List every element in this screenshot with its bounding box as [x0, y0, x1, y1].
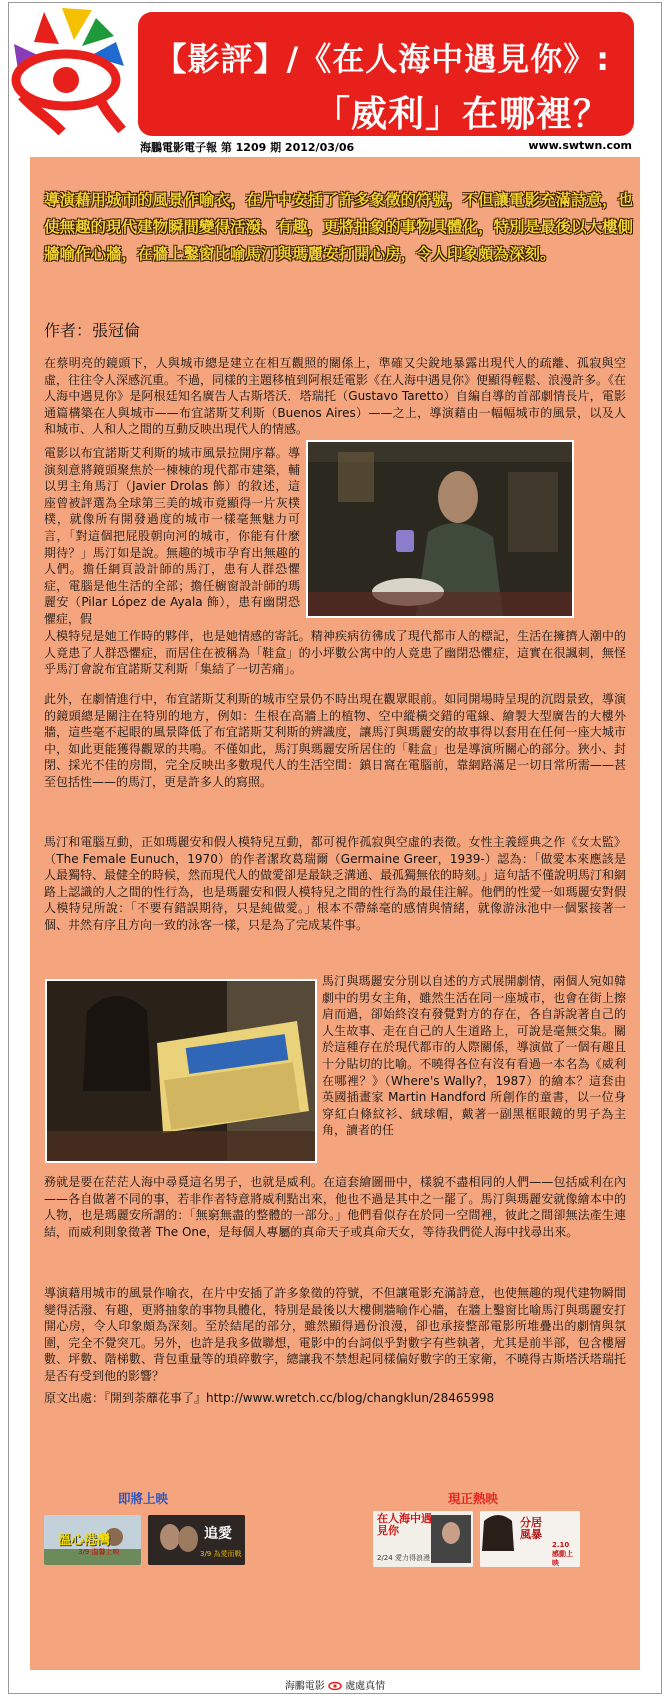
paragraph-5a: 馬汀與瑪麗安分別以自述的方式展開劇情，兩個人宛如韓劇中的男女主角，雖然生活在同一座城市，也會在街上擦肩而過，卻始終沒有發覺對方的存在，各自訴說著自己的人生故事、走在自己的人生道路上，可說是毫無交集。關於這種存在於現代都市的人際關係，導演做了一個有趣且十分貼切的比喻。不曉得各位有沒有看過一本名為《威利在哪裡？》（Where's Wally?，1987）的繪本？這套由英國插畫家 Martin Handford 所創作的童書，以一位身穿紅白條紋衫、絨球帽，戴著一副黑框眼鏡的男子為主角，讀者的任 — [322, 974, 626, 1138]
footer-brand-name: 海鵬電影 — [284, 1681, 325, 1692]
article-panel — [30, 157, 640, 1670]
now-showing-movie-1[interactable] — [373, 1511, 473, 1567]
now-showing-movie-2-date: 2.10 感動上映 — [552, 1541, 573, 1567]
paragraph-4: 馬汀和電腦互動，正如瑪麗安和假人模特兒互動，都可視作孤寂與空虛的表徵。女性主義經典之作《女太監》（The Female Eunuch，1970）的作者潔玫葛瑞爾（Germaine Greer，1939-）認為：「做愛本來應該是人最獨特、最健全的時候，然而現代人的做愛卻是最缺乏溝通、最孤獨無依的時刻。」這句話不僅說明馬汀和網路上認識的人之間的性行為，也是瑪麗安和假人模特兒之間的性行為的最佳注解。他們的性愛一如瑪麗安對假人模特兒所說：「不要有錯誤期待，只是純做愛。」根本不帶絲毫的感情與情緒，就像游泳池中一個緊接著一個、井然有序且方向一致的泳客一樣，只是為了完成某件事。 — [44, 835, 627, 932]
paragraph-2b: 人模特兒是她工作時的夥伴，也是她情感的寄託。精神疾病彷彿成了現代都市人的標記，生活在擁擠人潮中的人竟患了人群恐懼症，而居住在被稱為「鞋盒」的小坪數公寓中的人竟患了幽閉恐懼症，這實在很諷刺，無怪乎馬汀會說布宜諾斯艾利斯「集結了一切苦痛」。 — [44, 629, 626, 677]
film-still-martin-image — [308, 442, 572, 616]
issue-info: 海鵬電影電子報 第 1209 期 2012/03/06 — [140, 141, 355, 154]
author-byline: 作者：張冠倫 — [44, 321, 141, 340]
paragraph-5b: 務就是要在茫茫人海中尋覓這名男子，也就是威利。在這套繪圖冊中，樣貌不盡相同的人們——包括威利在內——各自做著不同的事，若非作者特意將威利點出來，他也不過是其中之一罷了。馬汀與瑪麗安就像繪本中的人物，也是瑪麗安所謂的：「無窮無盡的整體的一部分。」他們看似存在於同一空間裡，彼此之間卻無法產生連結，而威利則象徵著 The One，是每個人專屬的真命天子或真命天女，等待我們從人海中找尋出來。 — [44, 1175, 626, 1239]
upcoming-movie-2[interactable] — [148, 1515, 245, 1565]
now-showing-movie-2-title: 分居風暴 — [520, 1516, 542, 1541]
upcoming-movie-1[interactable] — [44, 1515, 141, 1565]
swtwn-logo-icon — [4, 0, 134, 135]
paragraph-6: 導演藉用城市的風景作喻衣，在片中安插了許多象徵的符號，不但讓電影充滿詩意，也使無趣的現代建物瞬間變得活潑、有趣，更將抽象的事物具體化，特別是最後以大樓側牆喻作心牆，在牆上鑿窗比喻馬汀與瑪麗安打開心房，令人印象頗為深刻。至於結尾的部分，雖然顯得過份浪漫，卻也承接整部電影所堆疊出的劇情與氛圍，完全不覺突兀。另外，也許是我多做聯想，電影中的台詞似乎對數字有些執著，尤其是前半部，包含樓層數、坪數、階梯數、背包重量等的瑣碎數字，總讓我不禁想起同樣偏好數字的王家衛，不曉得古斯塔沃塔瑞托是否有受到他的影響？ — [44, 1286, 626, 1383]
upcoming-movie-1-title: 溫心港灣 — [58, 1533, 111, 1548]
article-title-line2: 「威利」在哪裡？ — [313, 94, 610, 135]
now-showing-label: 現正熱映 — [448, 1491, 499, 1506]
title-banner — [138, 12, 634, 136]
upcoming-movie-2-date: 3/9 為愛而戰 — [200, 1550, 242, 1558]
paragraph-2a: 電影以布宜諾斯艾利斯的城市風景拉開序幕。導演刻意將鏡頭聚焦於一棟棟的現代都市建築，輔以男主角馬汀（Javier Drolas 飾）的敘述，這座曾被評選為全球第三美的城市竟顯得一片灰樸樸，就像所有開發過度的城市一樣毫無魅力可言，「對這個把屁股朝向河的城市，你能有什麼期待？」馬汀如是說。無趣的城市孕育出無趣的人們。擔任網頁設計師的馬汀，患有人群恐懼症，電腦是他生活的全部；擔任櫥窗設計師的瑪麗安（Pilar López de Ayala 飾），患有幽閉恐懼症，假 — [44, 446, 300, 626]
upcoming-label: 即將上映 — [118, 1491, 169, 1506]
footer-brand — [0, 1677, 670, 1692]
film-still-mariana — [45, 979, 317, 1163]
now-showing-movie-1-date: 2/24 愛力得浪漫 — [377, 1554, 430, 1562]
film-still-mariana-image — [47, 981, 315, 1161]
article-title-line1: 【影評】/《在人海中遇見你》: — [154, 40, 610, 78]
source-link[interactable]: 原文出處：『開到荼蘼花事了』http://www.wretch.cc/blog/changklun/28465998 — [44, 1391, 495, 1405]
upcoming-movie-1-date: 3/9 溫馨上映 — [78, 1548, 120, 1556]
upcoming-movie-2-title: 追愛 — [204, 1526, 232, 1542]
paragraph-1: 在蔡明亮的鏡頭下，人與城市總是建立在相互觀照的關係上，準確又尖銳地暴露出現代人的疏離、孤寂與空虛，往往令人深感沉重。不過，同樣的主題移植到阿根廷電影《在人海中遇見你》便顯得輕鬆、浪漫許多。《在人海中遇見你》是阿根廷知名廣告人古斯塔沃．塔瑞托（Gustavo Taretto）自編自導的首部劇情長片，電影通篇構築在人與城市——布宜諾斯艾利斯（Buenos Aires）——之上，導演藉由一幅幅城市的風景，以及人和城市、人和人之間的互動反映出現代人的情感。 — [44, 356, 627, 437]
footer-brand-tag: 處處真情 — [345, 1681, 386, 1692]
film-still-martin — [306, 440, 574, 618]
lead-paragraph: 導演藉用城市的風景作喻衣，在片中安插了許多象徵的符號，不但讓電影充滿詩意，也使無趣的現代建物瞬間變得活潑、有趣，更將抽象的事物具體化，特別是最後以大樓側牆喻作心牆，在牆上鑿窗比喻馬汀與瑪麗安打開心房，令人印象頗為深刻。 — [44, 191, 634, 263]
paragraph-3: 此外，在劇情進行中，布宜諾斯艾利斯的城市空景仍不時出現在觀眾眼前。如同開場時呈現的沉悶景致，導演的鏡頭總是關注在特別的地方，例如：生根在高牆上的植物、空中縱橫交錯的電線、繪製大型廣告的大樓外牆，這些毫不起眼的風景降低了布宜諾斯艾利斯的辨識度，讓馬汀與瑪麗安的故事得以套用在任何一座大城市中，如此更能獲得觀眾的共鳴。不僅如此，馬汀與瑪麗安所居住的「鞋盒」也是導演所關心的部分。狹小、封閉、採光不佳的房間，完全反映出多數現代人的生活空間：鎮日窩在電腦前，靠網路滿足一切日常所需——甚至包括性——的馬汀，更是許多人的寫照。 — [44, 692, 626, 789]
now-showing-movie-2[interactable] — [480, 1511, 580, 1567]
now-showing-movie-1-title: 在人海中遇見你 — [377, 1512, 432, 1537]
site-link[interactable]: www.swtwn.com — [528, 139, 632, 152]
footer-logo-icon — [328, 1681, 342, 1691]
